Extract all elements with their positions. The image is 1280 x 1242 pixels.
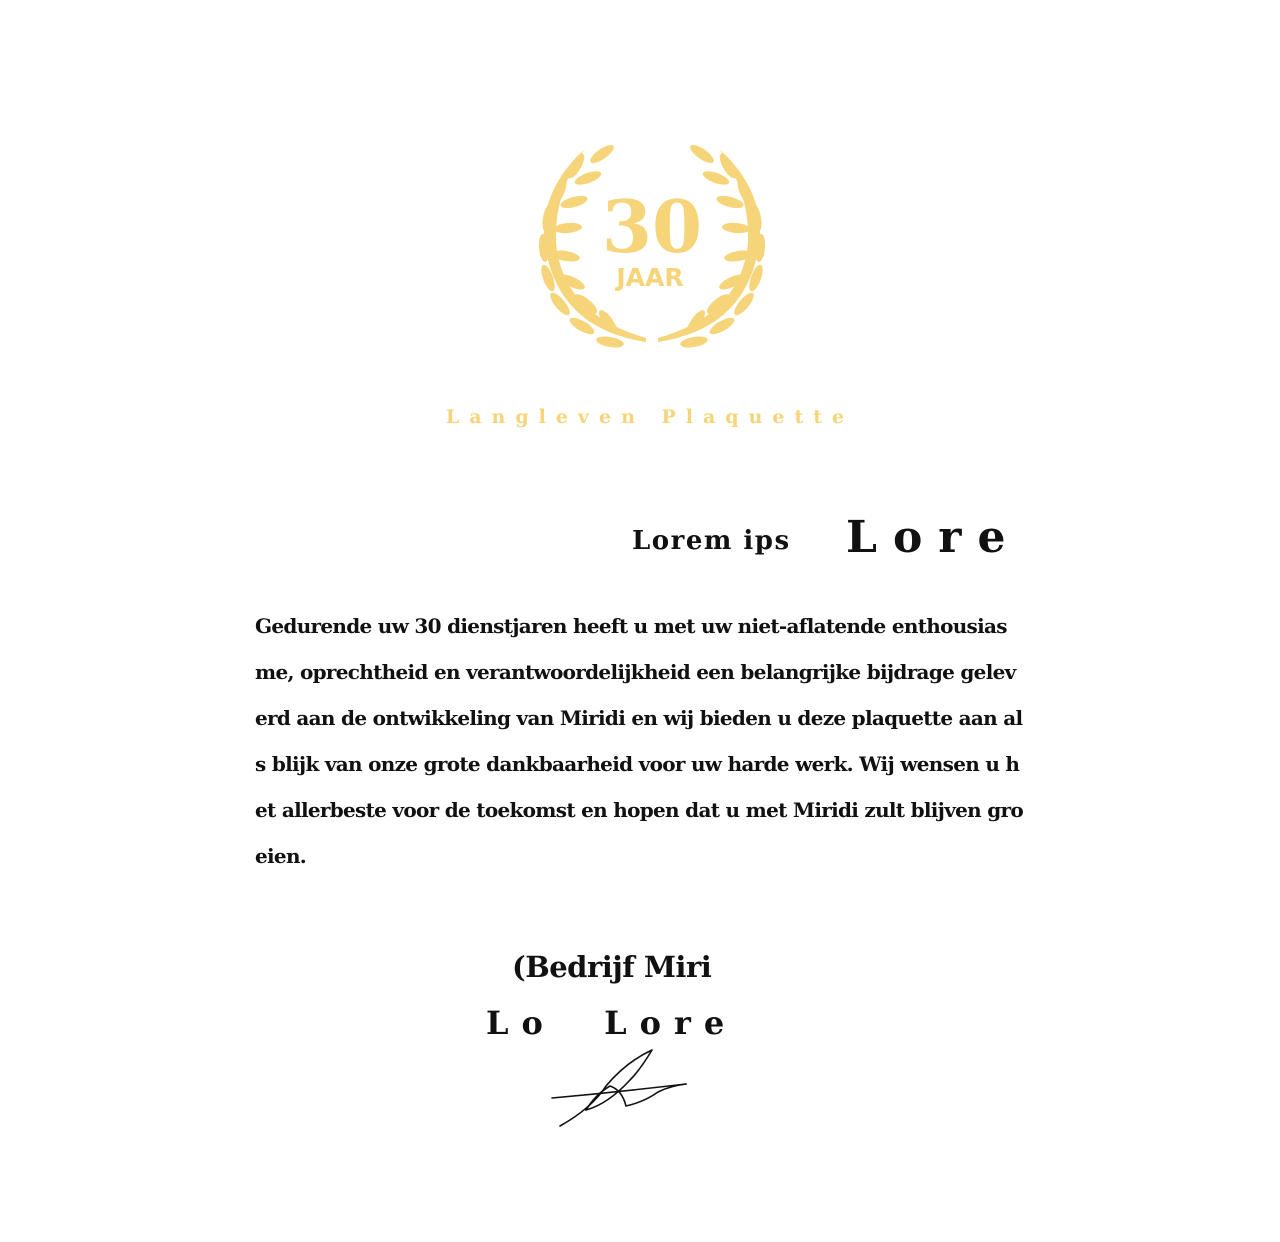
handwritten-signature bbox=[548, 1046, 690, 1132]
emblem-unit: JAAR bbox=[616, 263, 684, 292]
plaque-subtitle: Langleven Plaquette bbox=[445, 406, 855, 428]
heading-small: Lorem ips bbox=[632, 526, 791, 556]
body-line: eien. bbox=[255, 844, 307, 868]
signer-name: Lo Lore bbox=[486, 1004, 738, 1042]
laurel-wreath-emblem bbox=[528, 138, 776, 353]
body-line: me, oprechtheid en verantwoordelijkheid een belangrijke bijdrage gelev bbox=[255, 660, 1016, 684]
body-text bbox=[255, 609, 1045, 885]
body-line: s blijk van onze grote dankbaarheid voor uw harde werk. Wij wensen u h bbox=[255, 752, 1020, 776]
body-line: et allerbeste voor de toekomst en hopen dat u met Miridi zult blijven gro bbox=[255, 798, 1024, 822]
heading-large: Lore bbox=[846, 512, 1022, 563]
body-line: erd aan de ontwikkeling van Miridi en wij bieden u deze plaquette aan al bbox=[255, 706, 1023, 730]
emblem-number: 30 bbox=[601, 184, 703, 269]
company-name: (Bedrijf Miri bbox=[512, 950, 712, 984]
body-line: Gedurende uw 30 dienstjaren heeft u met uw niet-aflatende enthousias bbox=[255, 614, 1007, 638]
